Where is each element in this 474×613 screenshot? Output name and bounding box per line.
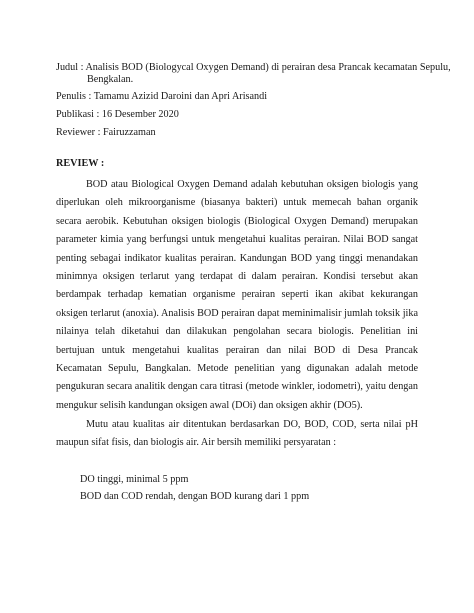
penulis-line: Penulis : Tamamu Azizid Daroini dan Apri Arisandi xyxy=(56,91,268,102)
requirement-item: DO tinggi, minimal 5 ppm xyxy=(80,474,189,485)
judul-line: Judul : Analisis BOD (Biologycal Oxygen Demand) di perairan desa Prancak kecamatan Sepulu, xyxy=(56,62,451,73)
review-paragraph-2: Mutu atau kualitas air ditentukan berdasarkan DO, BOD, COD, serta nilai pH maupun sifat fisis, dan biologis air. Air bersih memiliki persyaratan : xyxy=(56,419,418,449)
judul-continuation: Bengkalan. xyxy=(87,74,134,85)
reviewer-line: Reviewer : Fairuzzaman xyxy=(56,127,156,138)
review-paragraph-1: BOD atau Biological Oxygen Demand adalah kebutuhan oksigen biologis yang diperlukan oleh mikroorganisme (biasanya bakteri) untuk memecah bahan organik secara aerobik. Kebutuhan oksigen biologis (Biological Oxygen Demand) merupakan parameter kimia yang berfungsi untuk mengetahui kualitas perairan. Nilai BOD sangat penting sebagai indikator kualitas perairan. Kandungan BOD yang tinggi menandakan minimnya oksigen terlarut yang terdapat di dalam perairan. Kondisi tersebut akan berdampak terhadap kematian organisme perairan seperti ikan akibat kekurangan oksigen terlarut (anoxia). Analisis BOD perairan dapat meminimalisir jumlah toksik jika nilainya telah diketahui dan dilakukan pengolahan secara biologis. Penelitian ini bertujuan untuk mengetahui kualitas perairan dan nilai BOD di Desa Prancak Kecamatan Sepulu, Bangkalan. Metode penelitian yang digunakan adalah metode pengukuran secara analitik dengan cara titrasi (metode winkler, iodometri), yaitu dengan mengukur selisih kandungan oksigen awal (DOi) dan oksigen akhir (DO5). xyxy=(56,179,418,411)
requirement-item: BOD dan COD rendah, dengan BOD kurang dari 1 ppm xyxy=(80,491,310,502)
review-heading: REVIEW : xyxy=(56,158,105,169)
publikasi-line: Publikasi : 16 Desember 2020 xyxy=(56,109,179,120)
